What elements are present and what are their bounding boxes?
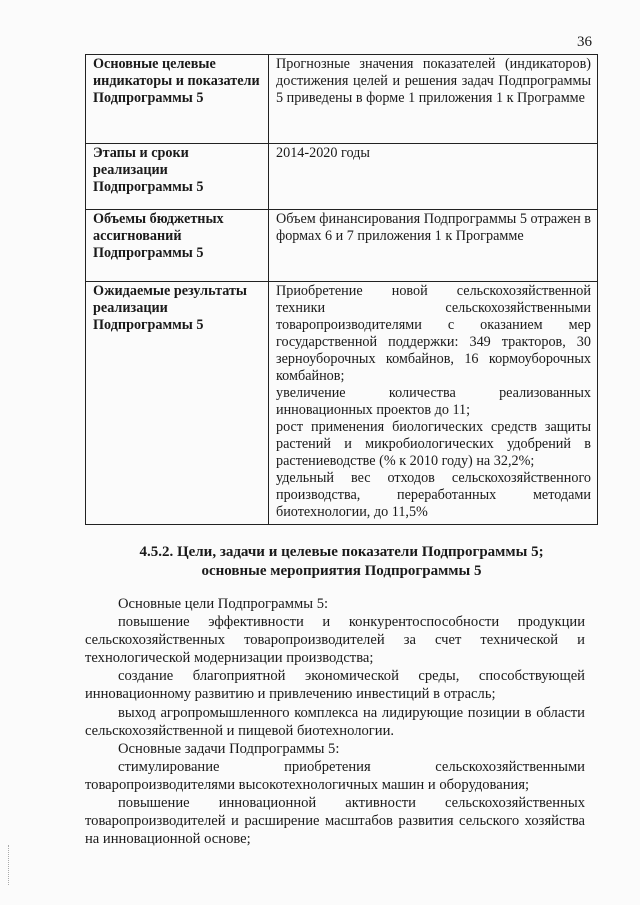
- paragraph: выход агропромышленного комплекса на лидирующие позиции в области сельскохозяйственной и пищевой биотехнологии.: [85, 704, 585, 739]
- row-label: Этапы и сроки реализации Подпрограммы 5: [86, 144, 269, 210]
- page-number: 36: [577, 34, 592, 50]
- expected-result-line: Приобретение новой сельскохозяйственной техники сельскохозяйственными товаропроизводителями с оказанием мер государственной поддержки: 349 тракторов, 30 зерноуборочных комбайнов, 16 кормоуборочных комбайнов;: [276, 283, 591, 384]
- paragraph: Основные задачи Подпрограммы 5:: [118, 740, 340, 757]
- table-row: [86, 55, 598, 144]
- row-value: 2014-2020 годы: [269, 144, 598, 210]
- section-heading-line: 4.5.2. Цели, задачи и целевые показатели Подпрограммы 5;: [139, 544, 544, 560]
- scan-edge-mark: [8, 845, 11, 885]
- row-value: Прогнозные значения показателей (индикаторов) достижения целей и решения задач Подпрограммы 5 приведены в форме 1 приложения 1 к Программе: [269, 55, 598, 144]
- table-row: [86, 144, 598, 210]
- paragraph: повышение инновационной активности сельскохозяйственных товаропроизводителей и расширение масштабов развития сельского хозяйства на инновационной основе;: [85, 795, 585, 848]
- section-heading-line: основные мероприятия Подпрограммы 5: [201, 563, 482, 579]
- subprogram-passport-table: [85, 54, 598, 525]
- row-value: [269, 282, 598, 525]
- table-row: [86, 210, 598, 282]
- expected-result-line: удельный вес отходов сельскохозяйственного производства, переработанных методами биотехнологии, до 11,5%: [276, 470, 591, 520]
- row-label: Основные целевые индикаторы и показатели Подпрограммы 5: [86, 55, 269, 144]
- paragraph: стимулирование приобретения сельскохозяйственными товаропроизводителями высокотехнологичных машин и оборудования;: [85, 758, 585, 793]
- paragraph: Основные цели Подпрограммы 5:: [118, 596, 329, 612]
- paragraph: повышение эффективности и конкурентоспособности продукции сельскохозяйственных товаропроизводителей за счет технической и технологической модернизации производства;: [85, 614, 585, 667]
- expected-result-line: увеличение количества реализованных инновационных проектов до 11;: [276, 385, 591, 418]
- row-label: Ожидаемые результаты реализации Подпрограммы 5: [86, 282, 269, 525]
- section-body: [85, 595, 585, 848]
- row-label: Объемы бюджетных ассигнований Подпрограммы 5: [86, 210, 269, 282]
- paragraph: создание благоприятной экономической среды, способствующей инновационному развитию и привлечению инвестиций в отрасль;: [85, 668, 585, 703]
- expected-result-line: рост применения биологических средств защиты растений и микробиологических удобрений в растениеводстве (% к 2010 году) на 32,2%;: [276, 419, 591, 469]
- section-heading: [85, 543, 598, 581]
- table-row: [86, 282, 598, 525]
- row-value: Объем финансирования Подпрограммы 5 отражен в формах 6 и 7 приложения 1 к Программе: [269, 210, 598, 282]
